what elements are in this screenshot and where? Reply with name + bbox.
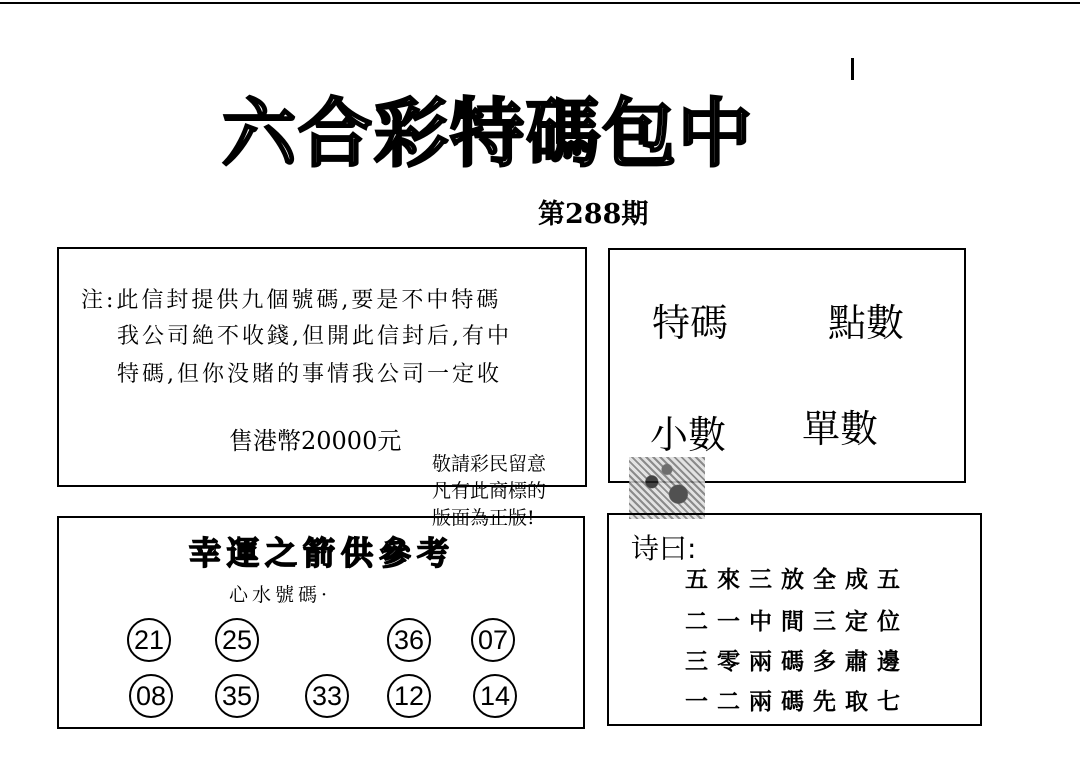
poem-line: 一二兩碼先取七	[685, 688, 909, 715]
trademark-logo	[629, 457, 705, 519]
poem-line: 五來三放全成五	[685, 566, 909, 593]
special-code-box	[608, 248, 966, 483]
notice-line: 特碼,但你没賭的事情我公司一定收	[117, 362, 502, 387]
number-ball: 14	[473, 674, 517, 718]
notice-line: 我公司絶不收錢,但開此信封后,有中	[117, 324, 512, 349]
page-title: 六合彩特碼包中	[222, 91, 754, 177]
lucky-title: 幸運之箭供參考	[189, 534, 456, 572]
scan-artifact	[851, 58, 854, 80]
number-ball: 12	[387, 674, 431, 718]
number-ball: 35	[215, 674, 259, 718]
number-ball: 36	[387, 618, 431, 662]
issue-number: 第288期	[538, 199, 649, 230]
authenticity-line: 敬請彩民留意	[432, 453, 547, 475]
number-ball: 08	[129, 674, 173, 718]
code-label: 點數	[828, 301, 905, 345]
code-label: 單數	[802, 407, 879, 451]
scan-border-line	[0, 2, 1080, 4]
notice-line: 注:此信封提供九個號碼,要是不中特碼	[81, 288, 502, 313]
number-ball: 07	[471, 618, 515, 662]
lucky-subtitle: 心水號碼·	[229, 584, 332, 606]
number-ball: 21	[127, 618, 171, 662]
price-text: 售港幣20000元	[229, 427, 402, 455]
lucky-numbers-box	[57, 516, 585, 729]
number-ball: 25	[215, 618, 259, 662]
poem-line: 三零兩碼多肅邊	[685, 648, 909, 675]
poem-heading: 诗曰:	[631, 532, 697, 565]
authenticity-line: 凡有此商標的	[432, 480, 547, 502]
code-label: 特碼	[652, 301, 729, 345]
code-label: 小數	[650, 413, 727, 457]
authenticity-line: 版面為正版!	[432, 507, 535, 529]
poem-box	[607, 513, 982, 726]
poem-line: 二一中間三定位	[685, 608, 909, 635]
number-ball: 33	[305, 674, 349, 718]
